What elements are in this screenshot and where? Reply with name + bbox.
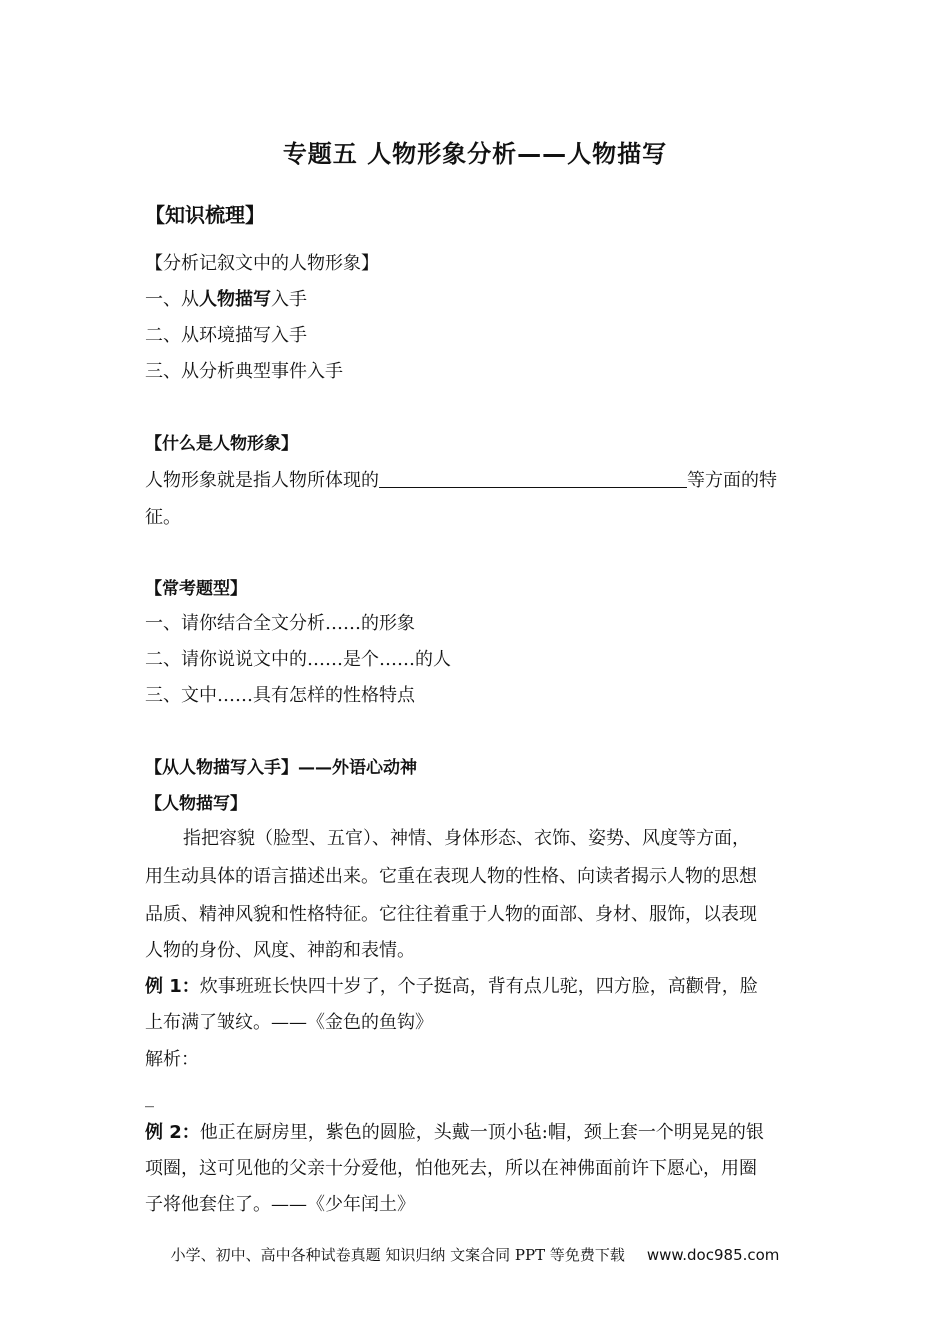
- example-1-text: 炊事班班长快四十岁了，个子挺高，背有点儿驼，四方脸，高颧骨，脸: [199, 976, 758, 997]
- example-1-label: 例 1：: [145, 976, 200, 997]
- knowledge-item-1: [145, 288, 307, 312]
- description-subheading: 【人物描写】: [145, 794, 247, 814]
- knowledge-item-1-bold: 人物描写: [199, 289, 271, 310]
- description-para-line-4: 人物的身份、风度、神韵和表情。: [145, 940, 415, 961]
- common-types-heading: 【常考题型】: [145, 579, 247, 599]
- description-para-line-1: 指把容貌（脸型、五官）、神情、身体形态、衣饰、姿势、风度等方面，: [183, 828, 750, 849]
- page-footer: [0, 1244, 950, 1265]
- footer-text: 小学、初中、高中各种试卷真题 知识归纳 文案合同 PPT 等免费下载: [170, 1246, 625, 1264]
- analysis-mark: _: [145, 1087, 154, 1108]
- what-is-heading: 【什么是人物形象】: [145, 434, 298, 454]
- example-1-line-2: 上布满了皱纹。——《金色的鱼钩》: [145, 1012, 433, 1033]
- example-2-text: 他正在厨房里，紫色的圆脸，头戴一顶小毡:帽，颈上套一个明晃晃的银: [199, 1122, 764, 1143]
- example-2-line-3: 子将他套住了。——《少年闰土》: [145, 1194, 415, 1215]
- common-type-3: 三、文中……具有怎样的性格特点: [145, 685, 415, 706]
- common-type-2: 二、请你说说文中的……是个……的人: [145, 649, 451, 670]
- what-is-before-blank: 人物形象就是指人物所体现的: [145, 470, 379, 491]
- example-2-label: 例 2：: [145, 1122, 200, 1143]
- what-is-after-blank: 等方面的特: [687, 470, 777, 491]
- analysis-label: 解析：: [145, 1049, 199, 1070]
- page-title: 专题五 人物形象分析——人物描写: [282, 140, 668, 168]
- what-is-line-2: 征。: [145, 507, 181, 528]
- knowledge-item-1-suffix: 入手: [271, 289, 307, 310]
- description-heading: 【从人物描写入手】——外语心动神: [145, 758, 417, 778]
- what-is-line-1: [145, 467, 777, 493]
- footer-url[interactable]: www.doc985.com: [646, 1246, 780, 1264]
- common-type-1: 一、请你结合全文分析……的形象: [145, 613, 415, 634]
- example-2-line-1: [145, 1121, 764, 1145]
- knowledge-heading: 【知识梳理】: [145, 203, 265, 227]
- description-para-line-2: 用生动具体的语言描述出来。它重在表现人物的性格、向读者揭示人物的思想: [145, 866, 757, 887]
- example-1-line-1: [145, 975, 758, 999]
- knowledge-item-1-prefix: 一、从: [145, 289, 199, 310]
- knowledge-item-2: 二、从环境描写入手: [145, 325, 307, 346]
- example-2-line-2: 项圈，这可见他的父亲十分爱他，怕他死去，所以在神佛面前许下愿心，用圈: [145, 1158, 757, 1179]
- fill-in-blank: [379, 467, 687, 488]
- analysis-heading: 【分析记叙文中的人物形象】: [145, 253, 379, 274]
- description-para-line-3: 品质、精神风貌和性格特征。它往往着重于人物的面部、身材、服饰，以表现: [145, 904, 757, 925]
- knowledge-item-3: 三、从分析典型事件入手: [145, 361, 343, 382]
